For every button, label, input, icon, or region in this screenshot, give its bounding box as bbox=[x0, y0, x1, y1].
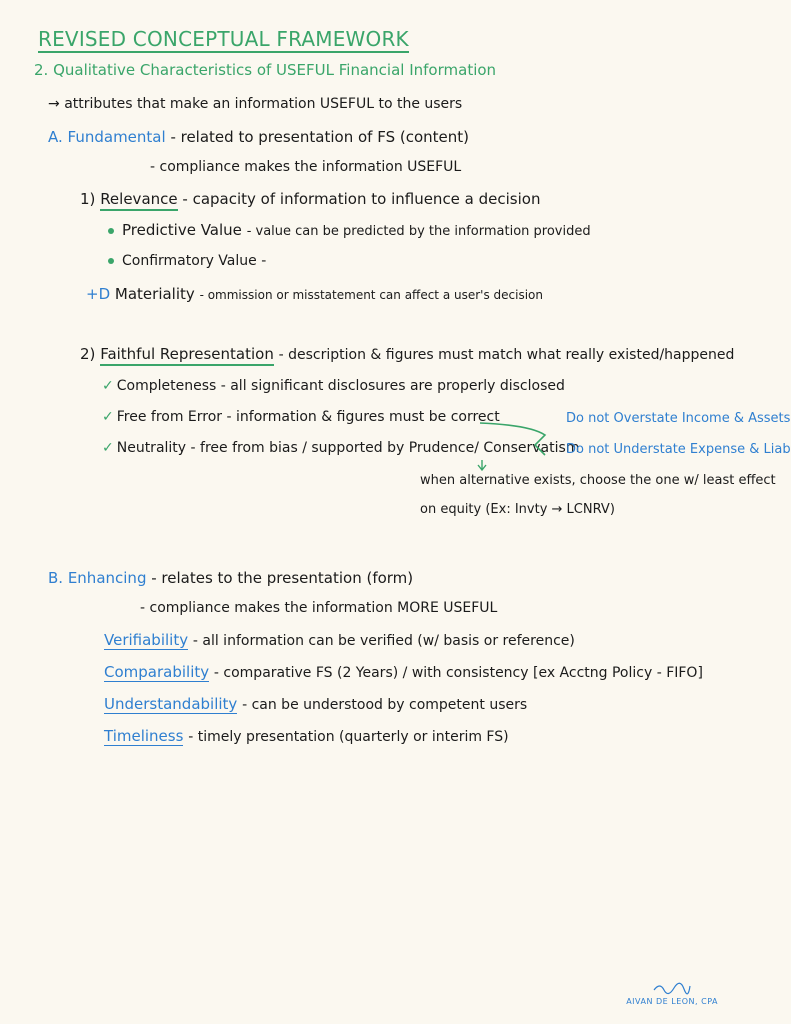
intro-text: attributes that make an information USEFUL to the users bbox=[64, 96, 463, 112]
list-item bbox=[104, 728, 509, 745]
enhancing-label: B. Enhancing bbox=[48, 569, 147, 587]
check-icon: ✓ bbox=[102, 440, 114, 456]
predictive-desc: - value can be predicted by the information provided bbox=[246, 224, 591, 239]
neutrality-text: Neutrality - free from bias / supported by Prudence/ Conservatism bbox=[116, 440, 580, 456]
list-item bbox=[104, 632, 575, 649]
relevance-desc: - capacity of information to influence a decision bbox=[182, 190, 541, 208]
signature bbox=[626, 980, 718, 1006]
signature-icon bbox=[652, 980, 692, 994]
understandability-desc: - can be understood by competent users bbox=[242, 697, 528, 713]
fundamental-desc-2: - compliance makes the information USEFUL bbox=[150, 159, 462, 175]
free-from-error-text: Free from Error - information & figures must be correct bbox=[116, 409, 500, 425]
predictive-label: Predictive Value bbox=[122, 221, 242, 239]
fundamental-heading bbox=[48, 129, 469, 146]
fundamental-label: A. Fundamental bbox=[48, 128, 166, 146]
signature-name: AIVAN DE LEON, CPA bbox=[626, 997, 718, 1006]
list-item bbox=[102, 379, 565, 394]
check-icon: ✓ bbox=[102, 378, 114, 394]
list-item bbox=[108, 222, 591, 239]
list-item bbox=[104, 696, 527, 713]
relevance-heading bbox=[80, 191, 540, 208]
faithful-heading bbox=[80, 346, 734, 363]
confirmatory-label: Confirmatory Value - bbox=[122, 253, 267, 269]
faithful-label: Faithful Representation bbox=[100, 345, 274, 366]
enhancing-desc-2: - compliance makes the information MORE USEFUL bbox=[140, 600, 498, 616]
bullet-icon bbox=[108, 228, 114, 234]
fundamental-desc: - related to presentation of FS (content) bbox=[170, 128, 469, 146]
list-item bbox=[102, 410, 500, 425]
intro-line bbox=[48, 97, 462, 112]
understandability-label: Understandability bbox=[104, 695, 238, 713]
verifiability-desc: - all information can be verified (w/ basis or reference) bbox=[192, 633, 575, 649]
materiality-desc: - ommission or misstatement can affect a user's decision bbox=[199, 288, 543, 302]
plus-d-mark: +D bbox=[86, 285, 111, 303]
timeliness-label: Timeliness bbox=[104, 727, 184, 745]
relevance-number: 1) bbox=[80, 190, 96, 208]
materiality-label: Materiality bbox=[114, 285, 195, 303]
relevance-label: Relevance bbox=[100, 190, 177, 211]
arrow-icon: → bbox=[48, 96, 60, 112]
completeness-text: Completeness - all significant disclosures are properly disclosed bbox=[116, 378, 565, 394]
verifiability-label: Verifiability bbox=[104, 631, 189, 649]
comparability-label: Comparability bbox=[104, 663, 210, 681]
comparability-desc: - comparative FS (2 Years) / with consistency [ex Acctng Policy - FIFO] bbox=[213, 665, 703, 681]
side-note-overstate: Do not Overstate Income & Assets bbox=[566, 411, 791, 426]
conservatism-note-2: on equity (Ex: Invty → LCNRV) bbox=[420, 502, 615, 517]
faithful-desc: - description & figures must match what really existed/happened bbox=[278, 347, 735, 363]
enhancing-heading bbox=[48, 570, 413, 587]
materiality-line bbox=[86, 286, 543, 303]
check-icon: ✓ bbox=[102, 409, 114, 425]
timeliness-desc: - timely presentation (quarterly or interim FS) bbox=[188, 729, 509, 745]
faithful-number: 2) bbox=[80, 345, 96, 363]
signature-scribble bbox=[626, 980, 718, 997]
list-item bbox=[108, 254, 266, 269]
enhancing-desc: - relates to the presentation (form) bbox=[151, 569, 414, 587]
conservatism-note-1: when alternative exists, choose the one w/ least effect bbox=[420, 473, 776, 488]
list-item bbox=[104, 664, 703, 681]
side-note-understate: Do not Understate Expense & Liab bbox=[566, 442, 791, 457]
section-heading: 2. Qualitative Characteristics of USEFUL Financial Information bbox=[34, 61, 497, 79]
bullet-icon bbox=[108, 258, 114, 264]
page-title: REVISED CONCEPTUAL FRAMEWORK bbox=[38, 27, 409, 51]
